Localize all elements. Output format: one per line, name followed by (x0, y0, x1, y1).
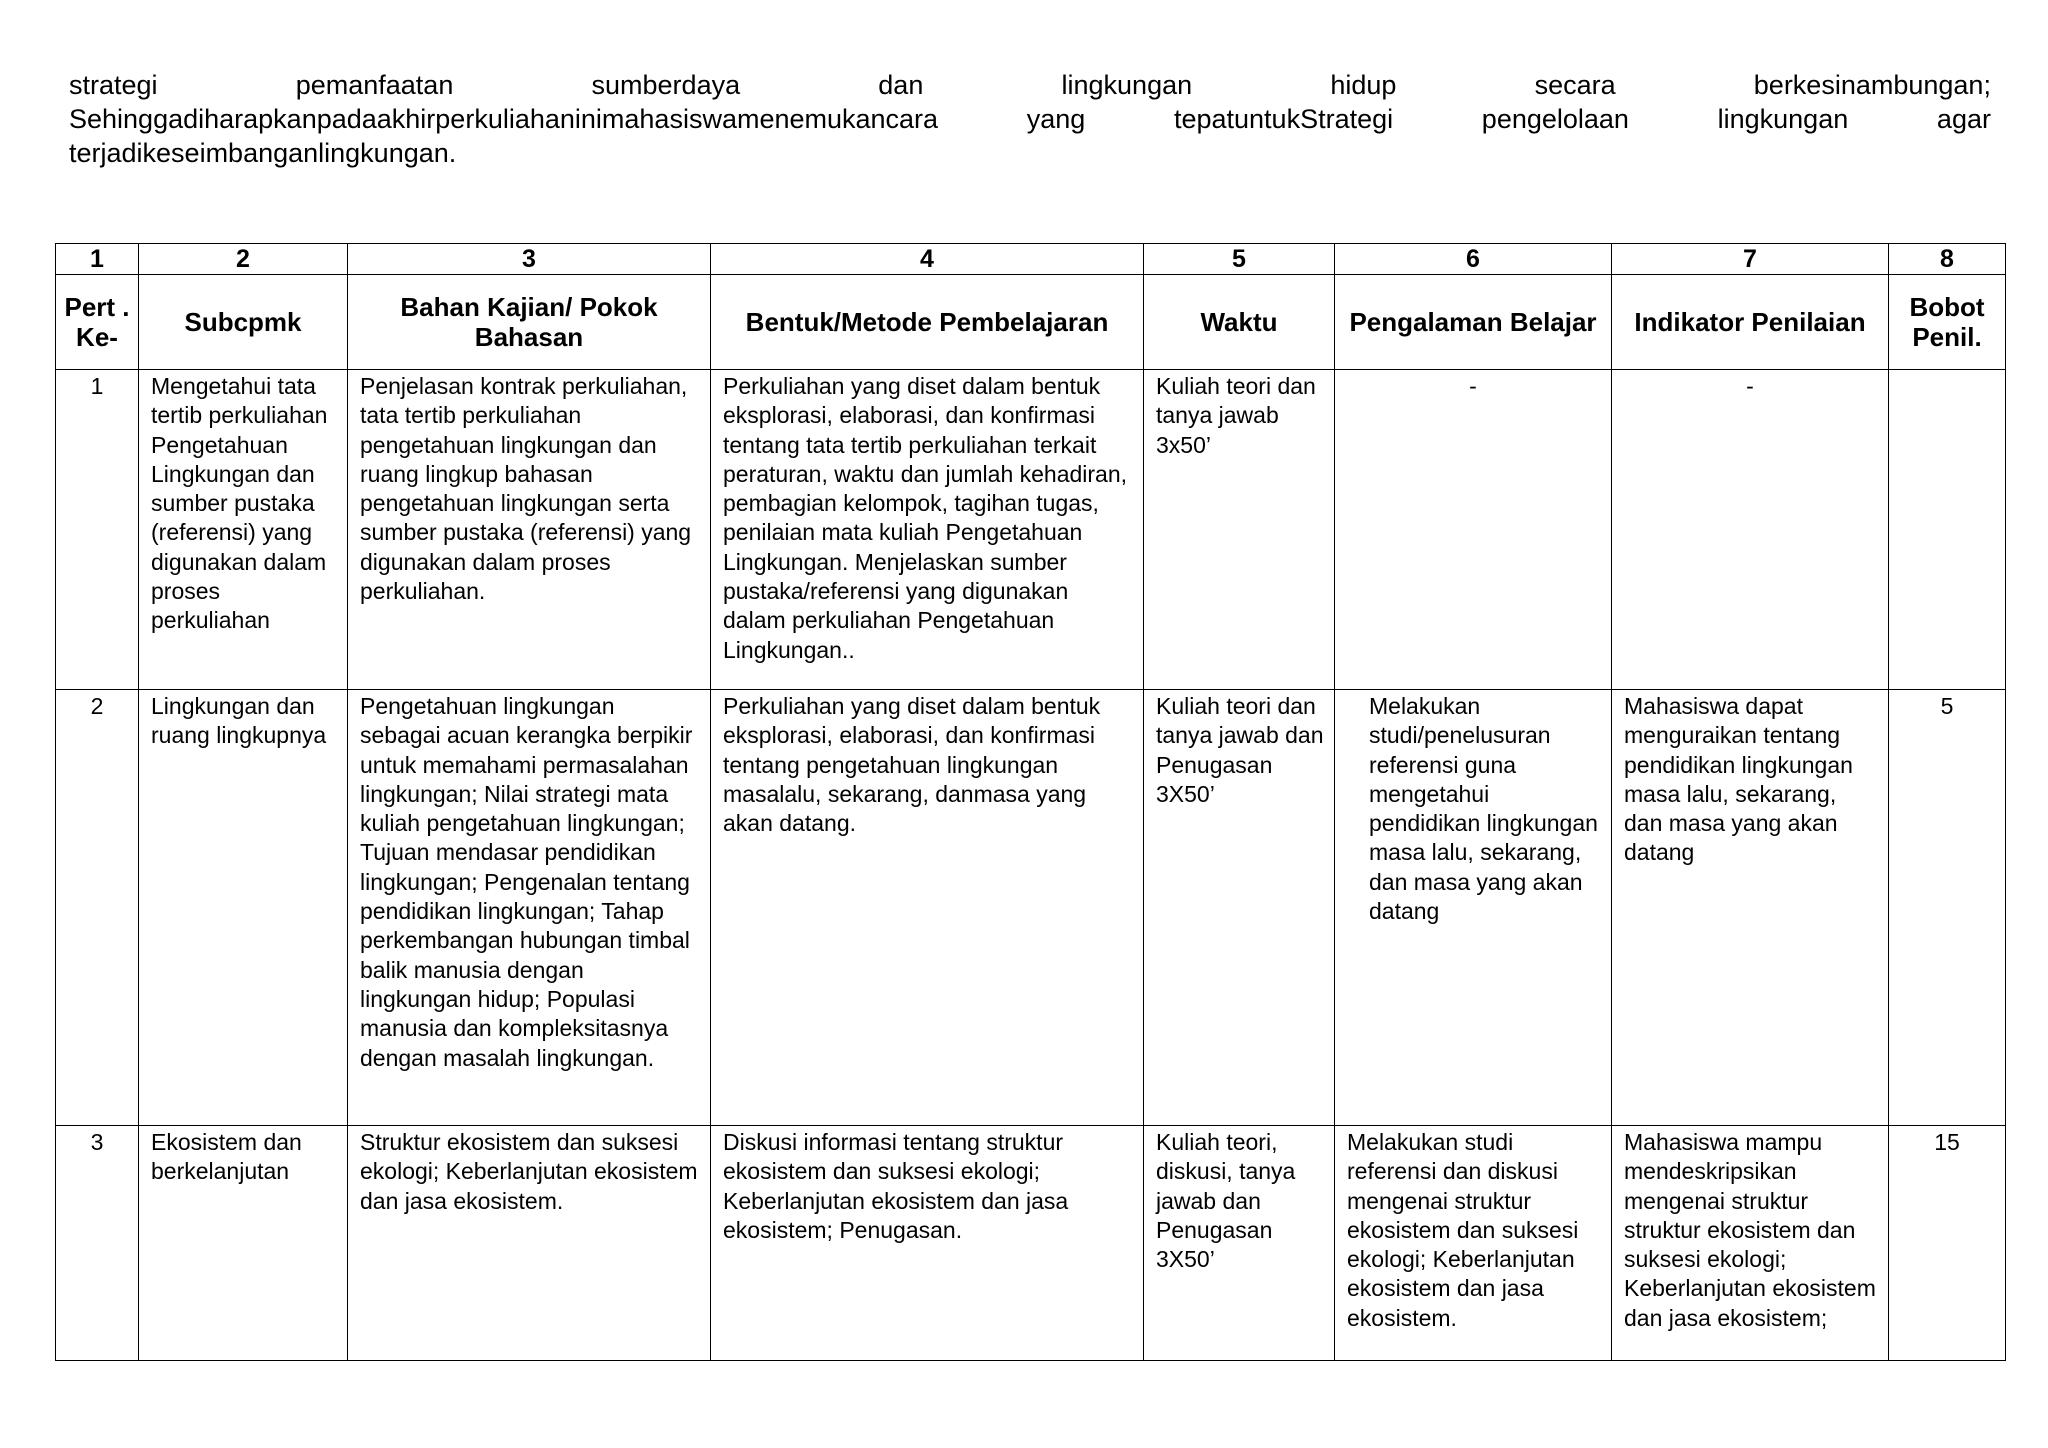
intro-word: hidup (1330, 70, 1397, 100)
intro-word: agar (1936, 104, 1991, 134)
header-bahan-kajian: Bahan Kajian/ Pokok Bahasan (348, 275, 711, 370)
table-row (56, 1126, 2006, 1361)
table-row (56, 370, 2006, 690)
intro-line-2 (69, 102, 1991, 136)
cell-subcpmk: Lingkungan dan ruang lingkupnya (139, 690, 348, 1126)
intro-paragraph (69, 68, 1991, 170)
header-waktu: Waktu (1144, 275, 1335, 370)
column-number: 3 (348, 244, 711, 275)
cell-waktu: Kuliah teori, diskusi, tanya jawab dan Penugasan 3X50’ (1144, 1126, 1335, 1361)
column-number: 7 (1612, 244, 1889, 275)
cell-indikator-penilaian: - (1612, 370, 1889, 690)
cell-bentuk-metode: Perkuliahan yang diset dalam bentuk eksplorasi, elaborasi, dan konfirmasi tentang pengetahuan lingkungan masalalu, sekarang, danmasa yang akan datang. (711, 690, 1144, 1126)
cell-pert: 3 (56, 1126, 139, 1361)
intro-word: Sehinggadiharapkanpadaakhirperkuliahaninimahasiswamenemukancara (69, 104, 939, 134)
cell-bobot: 15 (1889, 1126, 2006, 1361)
column-number: 5 (1144, 244, 1335, 275)
intro-word: yang (1026, 104, 1086, 134)
header-pengalaman-belajar: Pengalaman Belajar (1335, 275, 1612, 370)
rps-table (55, 243, 2006, 1361)
header-bentuk-metode: Bentuk/Metode Pembelajaran (711, 275, 1144, 370)
cell-pert: 1 (56, 370, 139, 690)
intro-word: berkesinambungan; (1753, 70, 1991, 100)
intro-line-3: terjadikeseimbanganlingkungan. (69, 138, 457, 168)
intro-word: dan (878, 70, 924, 100)
column-number: 4 (711, 244, 1144, 275)
cell-bentuk-metode: Diskusi informasi tentang struktur ekosistem dan suksesi ekologi; Keberlanjutan ekosistem dan jasa ekosistem; Penugasan. (711, 1126, 1144, 1361)
table-row (56, 690, 2006, 1126)
cell-bobot (1889, 370, 2006, 690)
intro-word: pengelolaan (1481, 104, 1629, 134)
header-bobot: Bobot Penil. (1889, 275, 2006, 370)
intro-word: sumberdaya (591, 70, 741, 100)
column-number: 1 (56, 244, 139, 275)
intro-line-1 (69, 68, 1991, 102)
column-number-row (56, 244, 2006, 275)
intro-word: lingkungan (1717, 104, 1849, 134)
header-subcpmk: Subcpmk (139, 275, 348, 370)
cell-pengalaman-belajar: Melakukan studi referensi dan diskusi mengenai struktur ekosistem dan suksesi ekologi; Keberlanjutan ekosistem dan jasa ekosistem. (1335, 1126, 1612, 1361)
intro-word: pemanfaatan (295, 70, 454, 100)
intro-word: strategi (69, 70, 158, 100)
column-number: 2 (139, 244, 348, 275)
cell-bahan-kajian: Struktur ekosistem dan suksesi ekologi; Keberlanjutan ekosistem dan jasa ekosistem. (348, 1126, 711, 1361)
cell-bobot: 5 (1889, 690, 2006, 1126)
intro-word: tepatuntukStrategi (1173, 104, 1394, 134)
cell-indikator-penilaian: Mahasiswa dapat menguraikan tentang pendidikan lingkungan masa lalu, sekarang, dan masa yang akan datang (1612, 690, 1889, 1126)
intro-word: lingkungan (1061, 70, 1193, 100)
cell-subcpmk: Ekosistem dan berkelanjutan (139, 1126, 348, 1361)
header-indikator-penilaian: Indikator Penilaian (1612, 275, 1889, 370)
cell-subcpmk: Mengetahui tata tertib perkuliahan Pengetahuan Lingkungan dan sumber pustaka (referensi) yang digunakan dalam proses perkuliahan (139, 370, 348, 690)
cell-pengalaman-belajar: - (1335, 370, 1612, 690)
header-row (56, 275, 2006, 370)
cell-waktu: Kuliah teori dan tanya jawab 3x50’ (1144, 370, 1335, 690)
cell-bahan-kajian: Pengetahuan lingkungan sebagai acuan kerangka berpikir untuk memahami permasalahan lingkungan; Nilai strategi mata kuliah pengetahuan lingkungan; Tujuan mendasar pendidikan lingkungan; Pengenalan tentang pendidikan lingkungan; Tahap perkembangan hubungan timbal balik manusia dengan lingkungan hidup; Populasi manusia dan kompleksitasnya dengan masalah lingkungan. (348, 690, 711, 1126)
cell-pert: 2 (56, 690, 139, 1126)
cell-indikator-penilaian: Mahasiswa mampu mendeskripsikan mengenai struktur struktur ekosistem dan suksesi ekologi; Keberlanjutan ekosistem dan jasa ekosistem; (1612, 1126, 1889, 1361)
cell-waktu: Kuliah teori dan tanya jawab dan Penugasan 3X50’ (1144, 690, 1335, 1126)
intro-word: secara (1534, 70, 1616, 100)
cell-pengalaman-belajar: Melakukan studi/penelusuran referensi guna mengetahui pendidikan lingkungan masa lalu, sekarang, dan masa yang akan datang (1335, 690, 1612, 1126)
header-pert: Pert . Ke- (56, 275, 139, 370)
column-number: 6 (1335, 244, 1612, 275)
cell-bahan-kajian: Penjelasan kontrak perkuliahan, tata tertib perkuliahan pengetahuan lingkungan dan ruang lingkup bahasan pengetahuan lingkungan serta sumber pustaka (referensi) yang digunakan dalam proses perkuliahan. (348, 370, 711, 690)
column-number: 8 (1889, 244, 2006, 275)
cell-bentuk-metode: Perkuliahan yang diset dalam bentuk eksplorasi, elaborasi, dan konfirmasi tentang tata tertib perkuliahan terkait peraturan, waktu dan jumlah kehadiran, pembagian kelompok, tagihan tugas, penilaian mata kuliah Pengetahuan Lingkungan. Menjelaskan sumber pustaka/referensi yang digunakan dalam perkuliahan Pengetahuan Lingkungan.. (711, 370, 1144, 690)
